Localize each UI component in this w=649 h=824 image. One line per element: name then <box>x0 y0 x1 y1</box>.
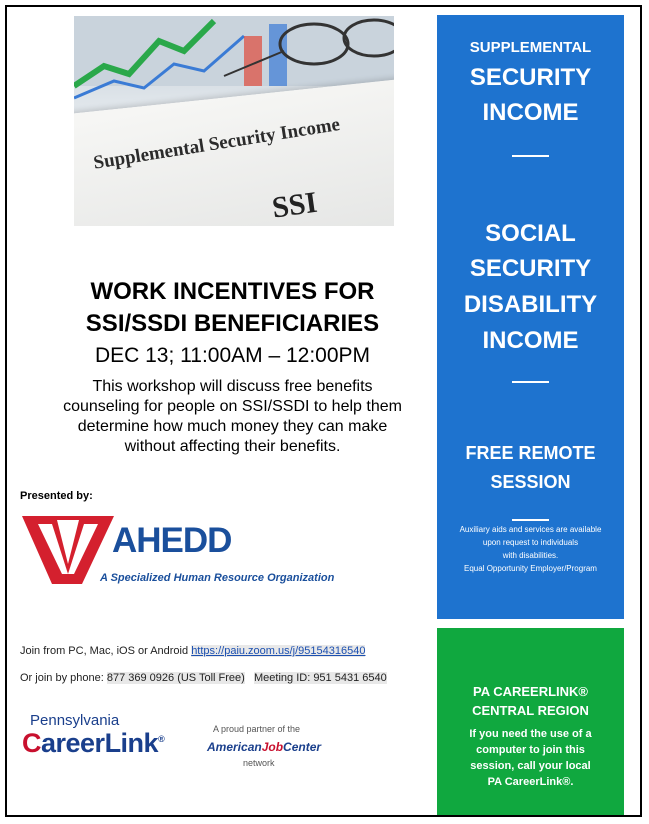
event-datetime: DEC 13; 11:00AM – 12:00PM <box>94 344 371 367</box>
panel-ssdi-line-3: DISABILITY <box>463 291 598 318</box>
description-line: without affecting their benefits. <box>124 438 341 455</box>
join-phone-label: Or join by phone: <box>20 672 104 684</box>
ssi-document-photo <box>74 16 394 226</box>
panel-ssi-line-3: INCOME <box>482 99 579 126</box>
benefits-panel <box>437 15 624 619</box>
region-title-line-1: PA CAREERLINK® <box>472 684 589 699</box>
presented-by-label: Presented by: <box>20 490 93 502</box>
panel-divider <box>512 155 549 157</box>
join-pc-label: Join from PC, Mac, iOS or Android <box>20 645 189 657</box>
accessibility-notice <box>437 523 624 575</box>
join-phone-line <box>20 672 387 684</box>
panel-ssi-line-1: SUPPLEMENTAL <box>469 39 592 56</box>
notice-line: with disabilities. <box>502 551 559 560</box>
ajc-center: Center <box>283 740 322 754</box>
careerlink-logo <box>22 728 164 759</box>
partner-network-text: network <box>243 758 275 768</box>
description-line: determine how much money they can make <box>77 418 388 435</box>
notice-line: upon request to individuals <box>482 538 579 547</box>
partner-text: A proud partner of the <box>213 724 301 734</box>
ajc-american: American <box>207 740 262 754</box>
phone-number: 877 369 0926 (US Toll Free) <box>106 672 245 684</box>
panel-ssdi-line-4: INCOME <box>482 327 579 354</box>
panel-ssdi-line-1: SOCIAL <box>485 220 576 247</box>
panel-divider <box>512 519 549 521</box>
careerlink-region-panel <box>437 628 624 815</box>
ahedd-org-name: AHEDD <box>112 521 232 560</box>
zoom-link[interactable]: https://paiu.zoom.us/j/95154316540 <box>191 645 366 657</box>
careerlink-state-label: Pennsylvania <box>30 712 120 729</box>
panel-divider <box>512 381 549 383</box>
headline-line-1: WORK INCENTIVES FOR <box>90 278 375 305</box>
panel-session-line-2: SESSION <box>490 472 571 492</box>
meeting-id: Meeting ID: 951 5431 6540 <box>254 672 387 684</box>
careerlink-reg-mark: ® <box>158 734 165 744</box>
ahedd-tagline: A Specialized Human Resource Organization <box>100 572 335 584</box>
panel-session-line-1: FREE REMOTE <box>465 443 596 463</box>
notice-line: Equal Opportunity Employer/Program <box>464 564 597 573</box>
headline-line-2: SSI/SSDI BENEFICIARIES <box>85 310 380 337</box>
description-line: counseling for people on SSI/SSDI to help them <box>63 398 402 415</box>
ajc-job: Job <box>261 740 284 754</box>
description-line: This workshop will discuss free benefits <box>92 378 373 395</box>
careerlink-name: areerLink <box>41 728 159 758</box>
region-body <box>437 726 624 790</box>
photo-doc-abbrev: SSI <box>270 185 320 225</box>
panel-ssi-line-2: SECURITY <box>469 64 592 91</box>
careerlink-c-letter: C <box>22 728 41 758</box>
panel-ssdi-line-2: SECURITY <box>469 255 592 282</box>
notice-line: Auxiliary aids and services are available <box>459 525 602 534</box>
region-body-line: If you need the use of a <box>469 728 592 740</box>
event-description <box>36 377 429 457</box>
american-job-center-logo <box>207 740 321 754</box>
photo-doc-title: Supplemental Security Income <box>92 114 342 174</box>
region-body-line: session, call your local <box>470 760 591 772</box>
region-title-line-2: CENTRAL REGION <box>472 703 589 718</box>
join-pc-line <box>20 645 365 657</box>
region-body-line: computer to join this <box>476 744 585 756</box>
region-body-line: PA CareerLink®. <box>487 776 574 788</box>
